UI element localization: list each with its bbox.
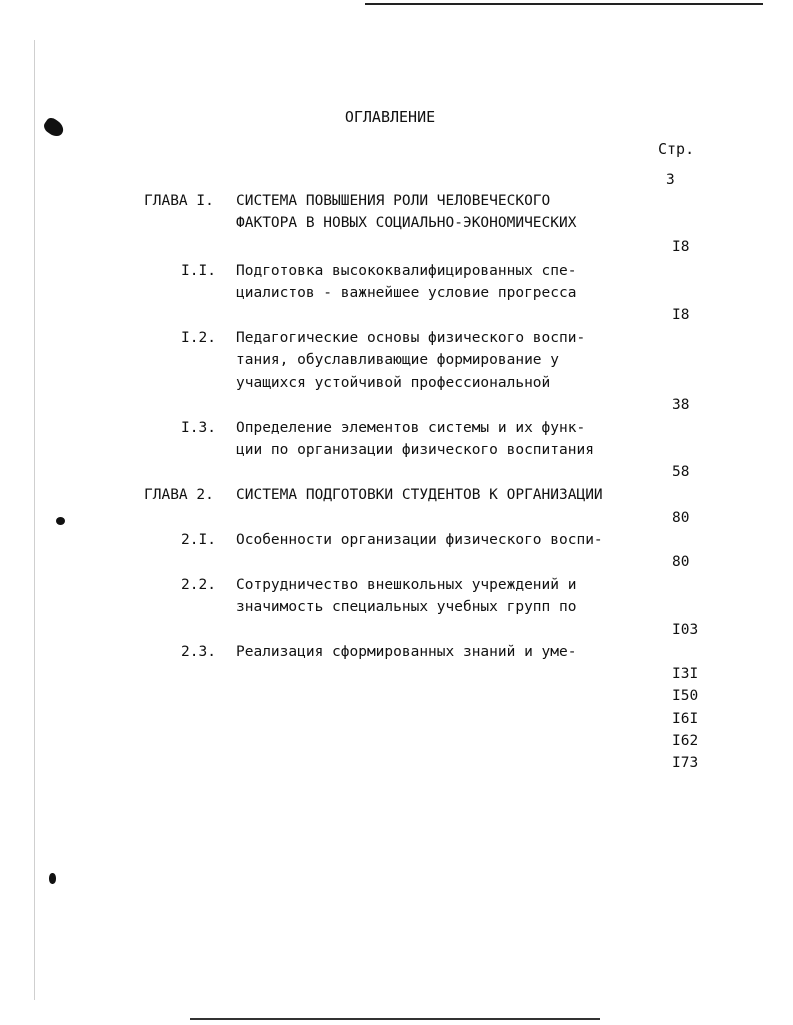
toc-page-number: I03 <box>672 622 699 638</box>
section-title-line-last <box>236 552 644 572</box>
section-title-line: Сотрудничество внешкольных учреждений и <box>236 577 577 593</box>
toc-entry-appendix-1 <box>144 709 644 729</box>
scan-bottom-border <box>190 1018 600 1020</box>
section-title-line: тания, обуславливающие формирование у <box>236 352 560 368</box>
toc-page-number: I3I <box>672 666 699 682</box>
scan-top-border <box>365 3 763 5</box>
toc-page-number: I6I <box>672 711 699 727</box>
toc-page-number: I8 <box>672 307 690 323</box>
toc-page-number: 3 <box>666 172 675 188</box>
toc-page-number: I62 <box>672 733 699 749</box>
toc-page-number: 38 <box>672 397 690 413</box>
chapter-title-line: СИСТЕМА ПОДГОТОВКИ СТУДЕНТОВ К ОРГАНИЗАЦИИ <box>236 487 603 503</box>
section-title-line-last <box>236 395 644 415</box>
section-title-line: Подготовка высококвалифицированных спе- <box>236 263 577 279</box>
section-title-line-last <box>236 620 644 640</box>
ink-blot <box>49 873 56 884</box>
toc-entry-intro <box>144 170 644 190</box>
ink-blot <box>56 517 65 525</box>
chapter-title-line: ФАКТОРА В НОВЫХ СОЦИАЛЬНО-ЭКОНОМИЧЕСКИХ <box>236 215 577 231</box>
section-title-line-last <box>236 664 644 684</box>
section-title-line: значимость специальных учебных групп по <box>236 599 577 615</box>
section-title-line-last <box>236 305 644 325</box>
section-title-line: Педагогические основы физического воспи- <box>236 330 586 346</box>
section-title-line: Определение элементов системы и их функ- <box>236 420 586 436</box>
toc-entry-appendix-2 <box>144 731 644 751</box>
scan-left-edge <box>34 40 35 1000</box>
section-title-line: Особенности организации физического воспи- <box>236 532 603 548</box>
toc-entry-literature <box>144 753 644 773</box>
chapter-label: ГЛАВА 2. <box>144 487 214 503</box>
chapter-label: ГЛАВА I. <box>144 193 214 209</box>
section-number: 2.2. <box>181 577 216 593</box>
section-number: 2.3. <box>181 644 216 660</box>
section-number: I.2. <box>181 330 216 346</box>
section-number: I.3. <box>181 420 216 436</box>
toc-page-number: 58 <box>672 464 690 480</box>
section-number: I.I. <box>181 263 216 279</box>
chapter-title-line-last <box>236 236 644 256</box>
toc-page-number: 80 <box>672 554 690 570</box>
section-title-line: учащихся устойчивой профессиональной <box>236 375 551 391</box>
section-title-line: ции по организации физического воспитания <box>236 442 594 458</box>
toc-page-number: I8 <box>672 239 690 255</box>
chapter-title-line-last <box>236 507 644 527</box>
section-title-line: Реализация сформированных знаний и уме- <box>236 644 577 660</box>
section-title-line-last <box>236 462 644 482</box>
toc-entry-conclusion <box>144 686 644 706</box>
toc-page-number: 80 <box>672 510 690 526</box>
section-title-line: циалистов - важнейшее условие прогресса <box>236 285 577 301</box>
chapter-title-line: СИСТЕМА ПОВЫШЕНИЯ РОЛИ ЧЕЛОВЕЧЕСКОГО <box>236 193 551 209</box>
page-title: ОГЛАВЛЕНИЕ <box>344 108 436 126</box>
page-column-header: Стр. <box>658 140 695 158</box>
section-number: 2.I. <box>181 532 216 548</box>
toc-page-number: I50 <box>672 688 699 704</box>
toc-page-number: I73 <box>672 755 699 771</box>
